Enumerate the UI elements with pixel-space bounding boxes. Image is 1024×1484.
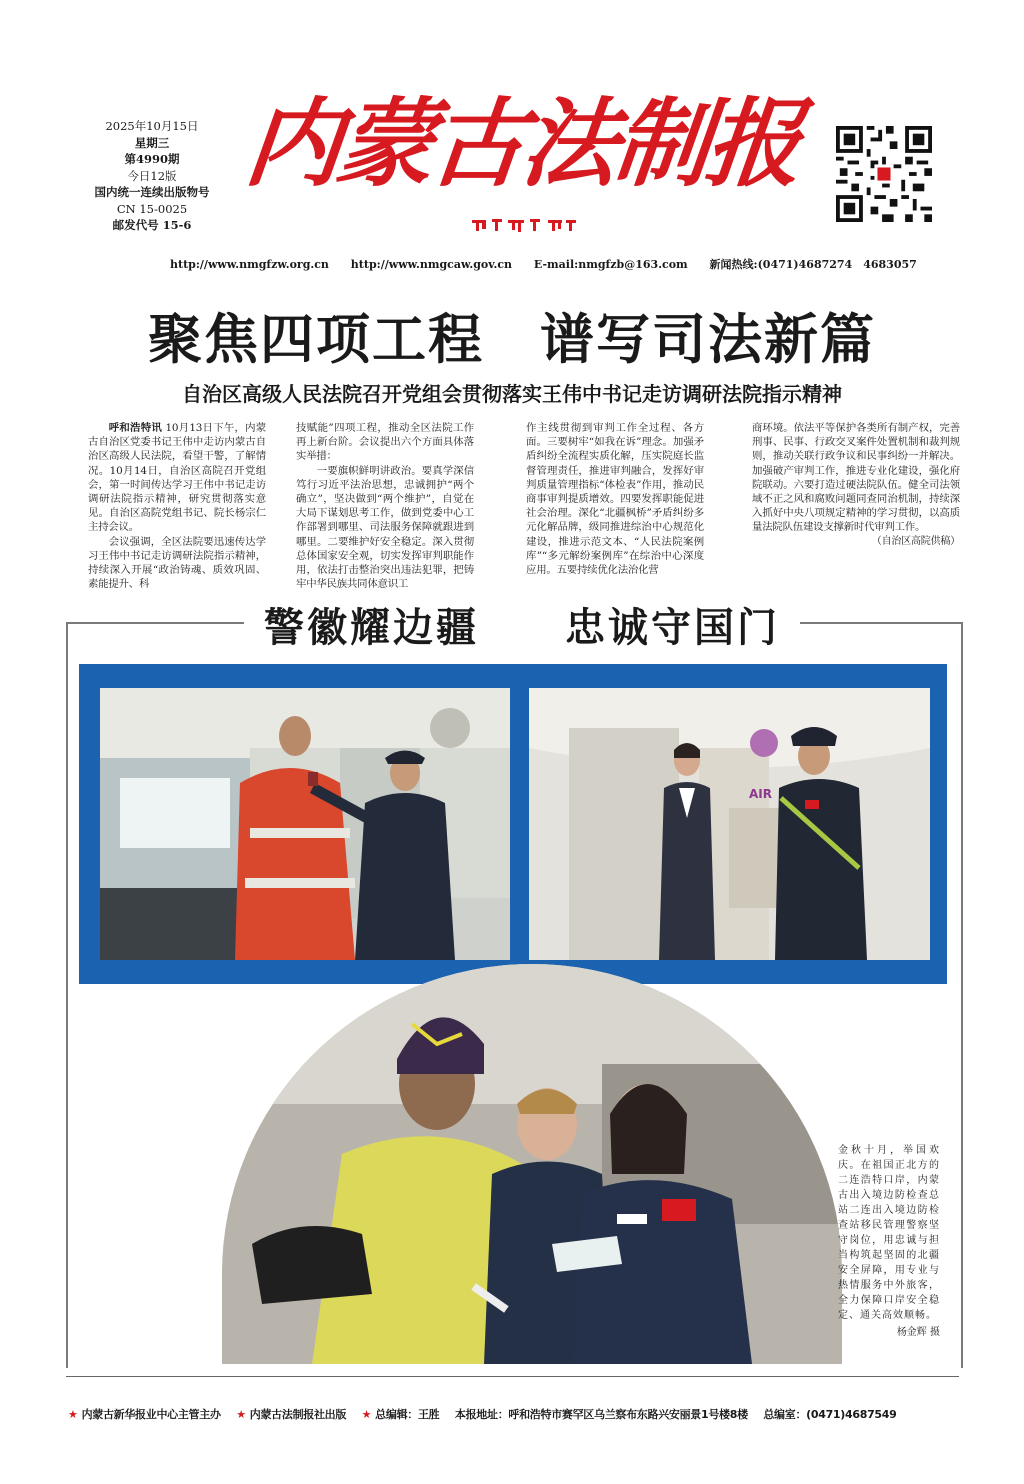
star-icon: ★ (236, 1408, 246, 1421)
footer-editor: ★ 总编辑：王胜 (361, 1408, 440, 1421)
contact-bar (170, 256, 917, 272)
masthead-meta (88, 118, 216, 234)
svg-text:AIR: AIR (749, 787, 772, 801)
article-credit: （自治区高院供稿） (871, 535, 960, 547)
article-column-4 (752, 421, 960, 549)
star-icon: ★ (361, 1408, 372, 1421)
article-column-3 (526, 421, 704, 577)
email-link[interactable]: E-mail:nmgfzb@163.com (533, 258, 688, 271)
passport-check-photo (222, 964, 842, 1364)
serial-label: 国内统一连续出版物号 (94, 185, 210, 199)
serial-number: CN 15-0025 (116, 201, 188, 216)
star-icon: ★ (68, 1408, 78, 1421)
article-column-1 (88, 421, 266, 591)
footer-sponsor: ★ 内蒙古新华报业中心主管主办 (68, 1408, 221, 1421)
main-headline: 聚焦四项工程 谱写司法新篇 (148, 307, 876, 371)
footer-address: 本报地址：呼和浩特市赛罕区乌兰察布东路兴安丽景1号楼8楼 (454, 1408, 748, 1421)
article-paragraph: 会议强调，全区法院要迅速传达学习王伟中书记走访调研法院指示精神，持续深入开展“政治铸魂、质效巩固、素能提升、科 (88, 535, 266, 591)
issue-date: 2025年10月15日 (105, 119, 199, 133)
website-link-2[interactable]: http://www.nmgcaw.gov.cn (350, 258, 513, 271)
postal-code: 邮发代号 15-6 (112, 218, 192, 232)
footer-bar (68, 1406, 968, 1422)
footer-publisher: ★ 内蒙古法制报社出版 (236, 1408, 347, 1421)
photographer-credit: 杨金辉 摄 (896, 1327, 940, 1338)
article-paragraph: 作主线贯彻到审判工作全过程、各方面。三要树牢“如我在诉”理念。加强矛盾纠纷全流程实质化解，压实院庭长监督管理责任，推进审判融合，发挥好审判质量管理指标“体检表”作用，推动民商事审判提质增效。四要发挥职能促进社会治理。深化“北疆枫桥”矛盾纠纷多元化解品牌，级同推进综治中心规范化建设，推进示范文本、“人民法院案例库”“多元解纷案例库”在综治中心深度应用。五要持续优化法治化营 (526, 422, 704, 577)
issue-number: 第4990期 (124, 152, 180, 166)
photo-caption (838, 1143, 940, 1340)
dateline: 呼和浩特讯 (108, 422, 162, 434)
article-paragraph: 10月13日下午，内蒙古自治区党委书记王伟中走访内蒙古自治区高级人民法院，看望干警，了解情况。10月14日，自治区高院召开党组会，第一时间传达学习王伟中书记走访调研法院指示精神，研究贯彻落实意见。自治区高院党组书记、院长杨宗仁主持会议。 (88, 422, 266, 534)
footer-rule (66, 1376, 959, 1377)
train-cab-photo (100, 688, 510, 960)
news-hotline: 新闻热线:(0471)4687274 4683057 (709, 258, 917, 271)
article-paragraph: 商环境。依法平等保护各类所有制产权，完善刑事、民事、行政交叉案件处置机制和裁判规则，推动关联行政争议和民事纠纷一并解决。加强破产审判工作，推进专业化建设，强化府院联动。六要打造过硬法院队伍。健全司法领域不正之风和腐败问题同查同治机制，持续深入抓好中央八项规定精神的学习贯彻，以高质量法院队伍建设支撑新时代审判工作。 (752, 422, 960, 534)
article-paragraph: 技赋能”四项工程，推动全区法院工作再上新台阶。会议提出六个方面具体落实举措： (296, 422, 474, 463)
sub-headline: 自治区高级人民法院召开党组会贯彻落实王伟中书记走访调研法院指示精神 (182, 382, 842, 406)
issue-weekday: 星期三 (134, 135, 170, 150)
newspaper-logo: 内蒙古法制报 (240, 87, 804, 200)
page-count: 今日12版 (127, 168, 177, 183)
article-column-2 (296, 421, 474, 591)
website-link-1[interactable]: http://www.nmgfzw.org.cn (170, 258, 329, 271)
aircraft-door-photo (529, 688, 930, 960)
footer-office: 总编室：(0471)4687549 (763, 1408, 897, 1421)
feature-title: 警徽耀边疆 忠诚守国门 (264, 604, 780, 651)
caption-text: 金秋十月，举国欢庆。在祖国正北方的二连浩特口岸，内蒙古出入境边防检查总站二连出入境边防检查站移民管理警察坚守岗位，用忠诚与担当构筑起坚固的北疆安全屏障，用专业与热情服务中外旅客，全力保障口岸安全稳定、通关高效顺畅。 (838, 1145, 940, 1321)
article-paragraph: 一要旗帜鲜明讲政治。要真学深信笃行习近平法治思想，忠诚拥护“两个确立”，坚决做到“两个维护”，自觉在大局下谋划思考工作，做到党委中心工作部署到哪里、司法服务保障就跟进到哪里。二要维护好安全稳定。深入贯彻总体国家安全观，切实发挥审判职能作用，依法打击整治突出违法犯罪，把铸牢中华民族共同体意识工 (296, 464, 474, 591)
qr-code-icon (836, 126, 932, 222)
mongolian-script-mark (470, 214, 580, 234)
